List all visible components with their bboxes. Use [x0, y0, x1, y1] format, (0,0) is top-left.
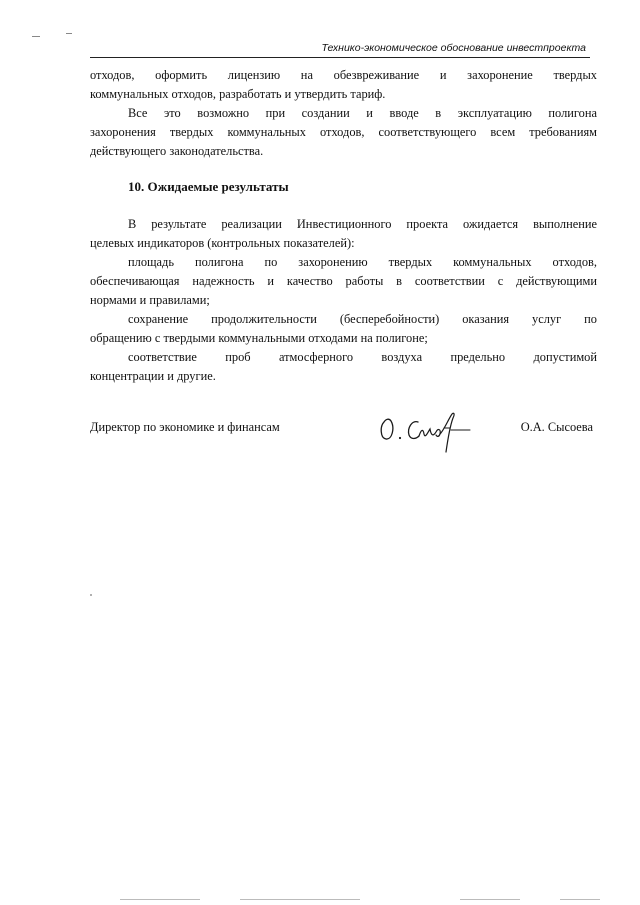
scan-speck [66, 33, 72, 34]
signatory-name: О.А. Сысоева [520, 420, 593, 434]
scan-speck [90, 594, 92, 596]
text-line: нормами и правилами; [90, 293, 210, 307]
text-line: В результате реализации Инвестиционного проекта ожидается выполнение [128, 217, 597, 231]
scan-speck [120, 899, 200, 900]
scan-speck [32, 36, 40, 37]
text-line: Все это возможно при создании и вводе в эксплуатацию полигона [128, 106, 597, 120]
scan-speck [560, 899, 600, 900]
handwritten-signature [378, 408, 478, 458]
running-header [90, 42, 590, 58]
text-line: соответствие проб атмосферного воздуха предельно допустимой [128, 350, 597, 364]
intro-paragraph-2 [90, 104, 597, 161]
scan-speck [460, 899, 520, 900]
signature-block [90, 408, 597, 458]
text-line: коммунальных отходов, разработать и утвердить тариф. [90, 87, 386, 101]
intro-paragraph-1 [90, 66, 597, 104]
text-line: сохранение продолжительности (бесперебойности) оказания услуг по [128, 312, 597, 326]
section-paragraph-1 [90, 215, 597, 253]
section-paragraph-3 [90, 310, 597, 348]
text-line: обращению с твердыми коммунальными отходами на полигоне; [90, 331, 428, 345]
scan-speck [240, 899, 360, 900]
text-line: действующего законодательства. [90, 144, 264, 158]
header-title: Технико-экономическое обоснование инвестпроекта [321, 42, 586, 54]
text-line: площадь полигона по захоронению твердых коммунальных отходов, [128, 255, 597, 269]
text-line: обеспечивающая надежность и качество работы в соответствии с действующими [90, 274, 597, 288]
section-paragraph-2 [90, 253, 597, 310]
text-line: концентрации и другие. [90, 369, 216, 383]
text-line: целевых индикаторов (контрольных показателей): [90, 236, 355, 250]
text-line: отходов, оформить лицензию на обезвреживание и захоронение твердых [90, 68, 597, 82]
section-heading: 10. Ожидаемые результаты [128, 179, 289, 194]
section-paragraph-4 [90, 348, 597, 386]
text-line: захоронения твердых коммунальных отходов, соответствующего всем требованиям [90, 125, 597, 139]
signatory-position: Директор по экономике и финансам [90, 420, 280, 434]
